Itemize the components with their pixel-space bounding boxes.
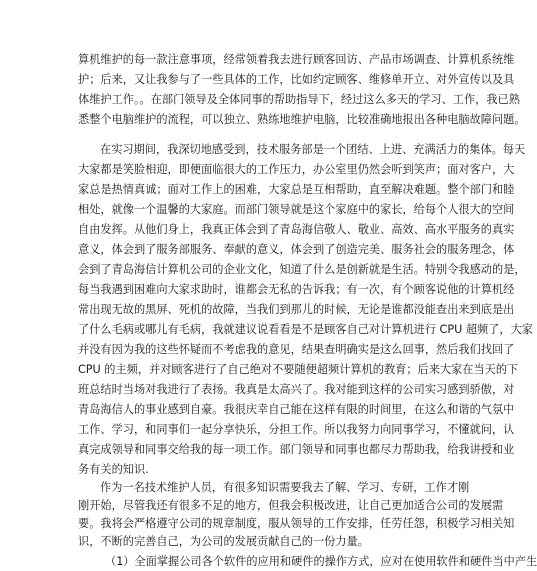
- paragraph-2-line: 了什么毛病或哪儿有毛病，我就建议说看看是不是顾客自己对计算机进行 CPU 超频了，大家: [78, 323, 533, 336]
- paragraph-1-line: 体维护工作。。在部门领导及全体同事的帮助指导下，经过这么多天的学习、工作，我已熟: [78, 93, 520, 106]
- paragraph-1-line: 悉整个电脑维护的流程，可以独立、熟练地维护电脑，比较准确地报出各种电脑故障问题。: [78, 113, 526, 126]
- paragraph-2-line: 自由发挥。从他们身上，我真正体会到了青岛海信敬人、敬业、高效、高水平服务的真实: [78, 223, 515, 236]
- paragraph-1-line: 护；后来，又让我参与了一些具体的工作，比如约定顾客、维修单开立、对外宣传以及具: [78, 73, 515, 86]
- paragraph-3-line: 作为一名技术维护人员，有很多知识需要我去了解、学习、专研，工作才刚: [100, 481, 470, 494]
- paragraph-2-line: 青岛海信人的事业感到自豪。我很庆幸自己能在这样有限的时间里，在这么和谐的气氛中: [78, 403, 515, 416]
- paragraph-2-line: 常出现无故的黑屏、死机的故障，当我们到那儿的时候，无论是谁都没能查出来到底是出: [78, 303, 515, 316]
- paragraph-3-line: 刚开始，尽管我还有很多不足的地方，但我会积极改进，让自己更加适合公司的发展需: [78, 499, 504, 512]
- paragraph-2-line: 相处，就像一个温馨的大家庭。而部门领导就是这个家庭中的家长，给每个人很大的空间: [78, 203, 515, 216]
- paragraph-2-line: CPU 的主频，并对顾客进行了自己绝对不要随便超频计算机的教育；后来大家在当天的下: [78, 363, 519, 376]
- paragraph-2-line: 真完成领导和同事交给我的每一项工作。部门领导和同事也都尽力帮助我，给我讲授和业: [78, 443, 515, 456]
- paragraph-3-line: 要。我将会严格遵守公司的规章制度，服从领导的工作安排，任劳任怨，积极学习相关知: [78, 517, 515, 530]
- paragraph-2-line: 务有关的知识.: [78, 463, 149, 476]
- paragraph-2-line: 并没有因为我的这些怀疑而不考虑我的意见，结果查明确实是这么回事，然后我们找回了: [78, 343, 515, 356]
- paragraph-2-line: 意义，体会到了服务部服务、奉献的意义，体会到了创造完美、服务社会的服务理念，体: [78, 243, 515, 256]
- paragraph-2-line: 大家都是笑脸相迎，即便面临很大的工作压力，办公室里仍然会听到笑声；面对客户，大: [78, 163, 515, 176]
- paragraph-1-line: 算机维护的每一款注意事项，经常领着我去进行顾客回访、产品市场调查、计算机系统维: [78, 53, 515, 66]
- paragraph-3-line: 识，不断的完善自己，为公司的发展贡献自己的一份力量。: [78, 535, 369, 548]
- paragraph-2-line: 家总是热情真诚；面对工作上的困难，大家总是互相帮助，直至解决难题。整个部门和睦: [78, 183, 515, 196]
- paragraph-2-line: 工作、学习，和同事们一起分享快乐，分担工作。所以我努力向同事学习，不懂就问，认: [78, 423, 515, 436]
- paragraph-2-line: 每当我遇到困难向大家求助时，谁都会无私的告诉我；有一次，有个顾客说他的计算机经: [78, 283, 515, 296]
- paragraph-2-line: 班总结时当场对我进行了表扬。我真是太高兴了。我对能到这样的公司实习感到骄傲，对: [78, 383, 515, 396]
- paragraph-2-line: 在实习期间，我深切地感受到，技术服务部是一个团结、上进、充满活力的集体。每天: [100, 143, 526, 156]
- task-item-1: （1）全面掌握公司各个软件的应用和硬件的操作方式，应对在使用软件和硬件当中产生: [105, 555, 537, 568]
- paragraph-2-line: 会到了青岛海信计算机公司的企业文化，知道了什么是创新就是生活。特别令我感动的是，: [78, 263, 526, 276]
